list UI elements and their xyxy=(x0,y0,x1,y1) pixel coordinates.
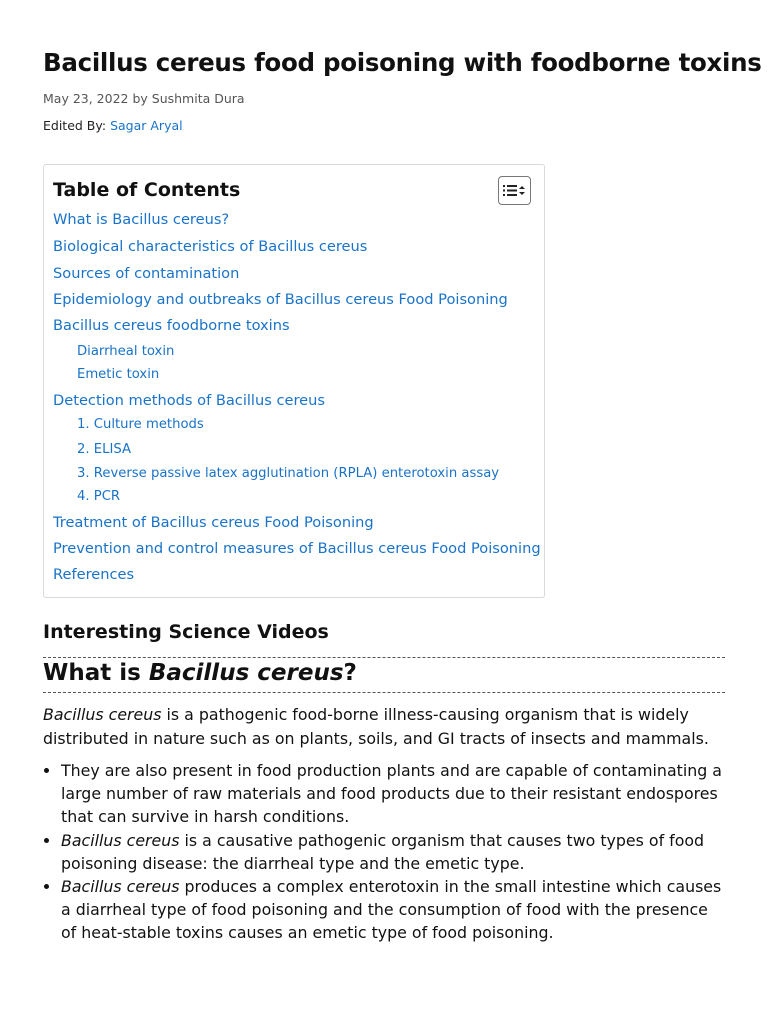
toc-sublink[interactable]: 2. ELISA xyxy=(77,442,131,457)
list-item-text: is a causative pathogenic organism that causes two types of food poisoning disease: the diarrheal type and the emetic type. xyxy=(61,830,705,873)
toc-link[interactable]: References xyxy=(53,566,135,583)
list-item xyxy=(61,829,725,875)
divider xyxy=(43,692,725,693)
toc-link[interactable]: Prevention and control measures of Bacillus cereus Food Poisoning xyxy=(53,540,541,557)
list-item-text: produces a complex enterotoxin in the small intestine which causes a diarrheal type of food poisoning and the consumption of food with the presence of heat-stable toxins causes an emetic type of food poisoning. xyxy=(61,877,722,943)
article-title: Bacillus cereus food poisoning with foodborne toxins xyxy=(43,48,762,77)
editor-link[interactable]: Sagar Aryal xyxy=(110,118,183,133)
intro-text: is a pathogenic food-borne illness-causing organism that is widely distributed in nature such as on plants, soils, and GI tracts of insects and mammals. xyxy=(43,705,709,748)
toc-link[interactable]: What is Bacillus cereus? xyxy=(53,211,230,228)
toc-link[interactable]: Biological characteristics of Bacillus cereus xyxy=(53,238,368,255)
toc-link[interactable]: Bacillus cereus foodborne toxins xyxy=(53,317,290,334)
intro-italic: Bacillus cereus xyxy=(43,705,162,724)
toc-sublink[interactable]: Diarrheal toxin xyxy=(77,344,175,359)
section-heading xyxy=(43,660,357,686)
toc-link[interactable]: Detection methods of Bacillus cereus xyxy=(53,392,325,409)
heading-suffix: ? xyxy=(343,660,357,686)
toc-sublink[interactable]: 1. Culture methods xyxy=(77,417,204,432)
list-item-text: They are also present in food production plants and are capable of contaminating a large number of raw materials and food products due to their resistant endospores that can survive in harsh conditions. xyxy=(61,761,722,827)
toc-sublink[interactable]: Emetic toxin xyxy=(77,367,160,382)
toc-toggle-button[interactable] xyxy=(498,176,531,205)
bullet-list xyxy=(43,759,725,945)
toc-sublink[interactable]: 4. PCR xyxy=(77,489,121,504)
list-item-italic: Bacillus cereus xyxy=(61,830,180,850)
toc-link[interactable]: Treatment of Bacillus cereus Food Poisoning xyxy=(53,514,374,531)
divider xyxy=(43,657,725,658)
toc-link[interactable]: Sources of contamination xyxy=(53,265,240,282)
toc-title: Table of Contents xyxy=(53,179,241,201)
list-item xyxy=(61,759,725,829)
edited-by-label: Edited By: xyxy=(43,118,107,133)
list-toggle-icon xyxy=(503,184,527,197)
videos-heading: Interesting Science Videos xyxy=(43,621,329,643)
list-item xyxy=(61,875,725,945)
heading-italic-text: Bacillus cereus xyxy=(148,660,344,686)
heading-text: What is xyxy=(43,660,149,686)
intro-paragraph xyxy=(43,703,725,750)
edited-by xyxy=(43,118,183,133)
toc-sublink[interactable]: 3. Reverse passive latex agglutination (RPLA) enterotoxin assay xyxy=(77,466,500,481)
table-of-contents xyxy=(43,164,545,598)
article-meta: May 23, 2022 by Sushmita Dura xyxy=(43,91,245,106)
list-item-italic: Bacillus cereus xyxy=(61,877,180,897)
toc-link[interactable]: Epidemiology and outbreaks of Bacillus cereus Food Poisoning xyxy=(53,291,508,308)
